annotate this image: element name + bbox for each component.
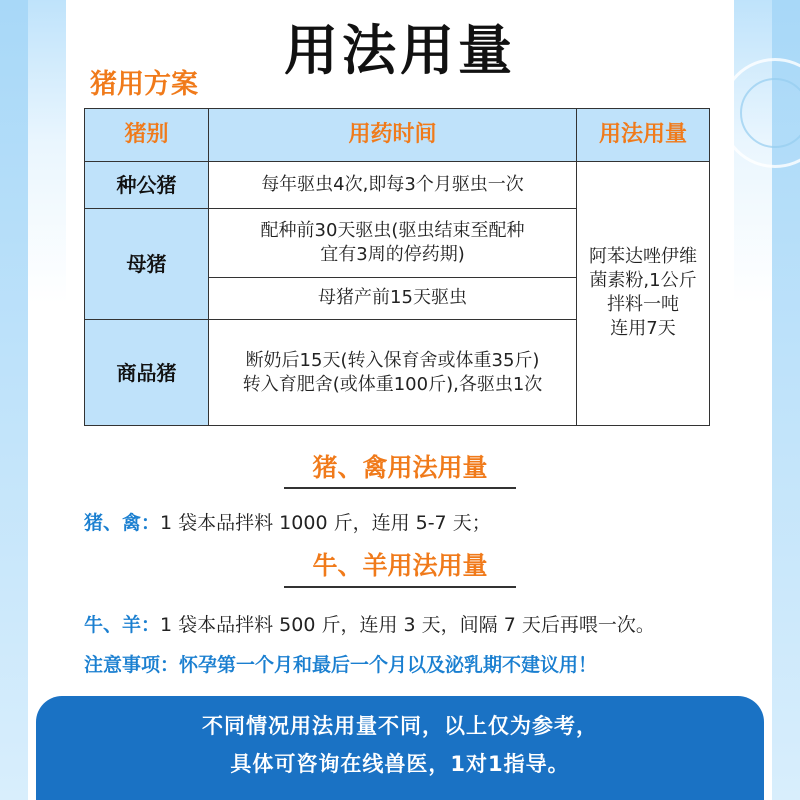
time-line: 配种前30天驱虫(驱虫结束至配种 [260, 219, 525, 241]
time-sow-breeding [209, 208, 577, 277]
category-commercial: 商品猪 [85, 320, 209, 426]
pig-plan-label: 猪用方案 [90, 69, 198, 100]
header-medication-time: 用药时间 [209, 109, 577, 162]
left-decor-strip [0, 0, 28, 800]
header-usage-dosage: 用法用量 [577, 109, 710, 162]
usage-cell [577, 161, 710, 425]
pig-dosage-table [84, 108, 710, 426]
pig-poultry-instruction [84, 508, 491, 535]
header-pig-type: 猪别 [85, 109, 209, 162]
time-boar: 每年驱虫4次,即每3个月驱虫一次 [209, 161, 577, 208]
time-line: 转入育肥舍(或体重100斤),各驱虫1次 [242, 373, 543, 395]
table-row [85, 161, 710, 208]
notice-text: 注意事项：怀孕第一个月和最后一个月以及泌乳期不建议用！ [84, 654, 598, 676]
page-title: 用法用量 [284, 19, 516, 82]
usage-line: 连用7天 [610, 318, 676, 340]
cattle-sheep-instruction [84, 610, 655, 637]
cattle-sheep-heading: 牛、羊用法用量 [312, 551, 488, 580]
footer-line: 具体可咨询在线兽医，1对1指导。 [230, 752, 570, 776]
time-line: 断奶后15天(转入保育舍或体重35斤) [245, 349, 540, 371]
time-commercial [209, 320, 577, 426]
category-sow: 母猪 [85, 208, 209, 320]
pig-poultry-text: 1 袋本品拌料 1000 斤，连用 5-7 天； [160, 512, 491, 534]
table-header-row [85, 109, 710, 162]
pig-poultry-divider [284, 487, 516, 489]
cattle-sheep-label: 牛、羊： [84, 614, 161, 636]
cattle-sheep-text: 1 袋本品拌料 500 斤，连用 3 天，间隔 7 天后再喂一次。 [160, 614, 655, 636]
time-line: 宜有3周的停药期) [320, 243, 465, 265]
usage-line: 拌料一吨 [607, 294, 679, 316]
time-sow-prepartum: 母猪产前15天驱虫 [209, 277, 577, 320]
usage-line: 菌素粉,1公斤 [589, 270, 697, 292]
cattle-sheep-divider [284, 586, 516, 588]
pig-poultry-heading: 猪、禽用法用量 [312, 453, 488, 482]
usage-line: 阿苯达唑伊维 [589, 246, 697, 268]
category-boar: 种公猪 [85, 161, 209, 208]
footer-line: 不同情况用法用量不同，以上仅为参考， [202, 714, 598, 738]
pig-poultry-label: 猪、禽： [84, 512, 161, 534]
footer-banner [36, 696, 764, 800]
